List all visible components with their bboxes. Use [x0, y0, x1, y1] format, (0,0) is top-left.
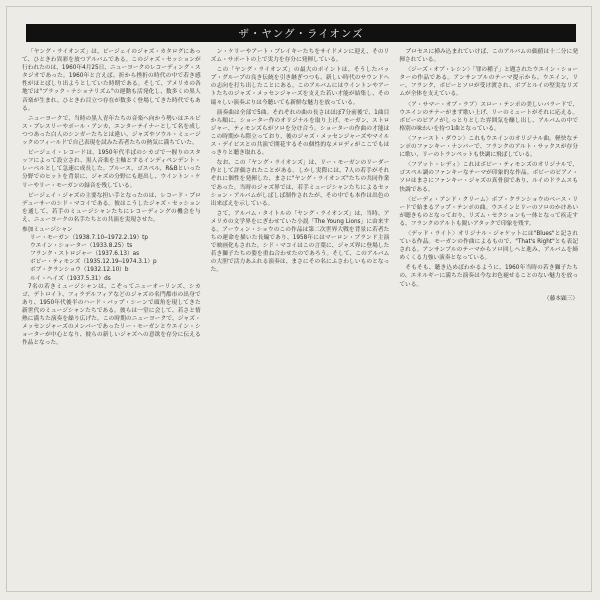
page-title [26, 24, 576, 42]
page-title-text: ザ・ヤング・ライオンズ [238, 27, 364, 40]
paragraph: なお、この「ヤング・ライオンズ」は、リー・モーガンのリーダー作として評価されたことがある。しかし実際には、7人の若手がそれぞれに個性を発揮した、まさに"ヤング・ライオンズ"たちの共同作業であった。当時のジャズ界では、若手ミュージシャンたちによるセッション・アルバムがしばしば制作されたが、その中でも本作は出色の出来ばえを示している。 [210, 160, 390, 207]
text-columns [22, 48, 578, 576]
roster-entry: フランク・ストロジャー（1937.6.13）as [30, 251, 140, 258]
roster-entry: リー・モーガン（1938.7.10─1972.2.19）tp [30, 235, 149, 242]
roster-entry: ボブ・クランショウ（1932.12.10）b [30, 267, 129, 274]
roster-entry: ルイ・ヘイズ（1937.5.31）ds [30, 275, 111, 282]
author-signature: （藤本顕三） [543, 295, 579, 302]
track-note: 〈ファースト・ダウン〉これもウエインのオリジナル曲。軽快なテンポのファンキー・ナンバーで、フランクのアルト・サックスが存分に歌い、リーのトランペットも快調に飛ばしている。 [399, 135, 579, 159]
paragraph: ニューヨークで、当時の黒人青年たちの音楽へ向かう勢いはエルビス・プレスリーやポール・アンカ、エンターテイナーとして名を成しつつあった白人のシンガーたちとは違い、ジャズやソウル・ミュージックのフィールドで自己表現を試みた若者たちの熱気に満ちていた。 [22, 115, 201, 147]
paragraph: 演奏曲は全部で5曲。それぞれの曲の長さはほぼ7分前後で、1曲目から順に、ショーター作のオリジナルを取り上げ、モーガン、ストロジャー、ティモンズらがソロを分け合う。ショーターの作曲の才能はこの時期から際立っており、後のジャズ・メッセンジャーズやマイルス・デイビスとの共演で開花するその個性的なメロディがここでもはっきりと聴き取れる。 [210, 109, 390, 157]
paragraph: ビージェイ・レコードは、1950年代半ばのシカゴで一握りのスタッフによって設立され、黒人音楽を主軸とするインディペンデント・レーベルとして急速に成長した。ブルース、ゴスペル、R&Bといった分野でのヒットを背景に、ジャズの分野にも進出し、ウイントン・ケリーやリー・モーガンの録音を残している。 [22, 150, 201, 189]
track-note: 〈フアット・レディ〉これはボビー・ティモンズのオリジナルで、ゴスペル調のファンキーなテーマが印象的な作品。ボビーのピアノ・ソロはまさにファンキー・ジャズの真骨頂であり、ルイのドラムスも快調である。 [399, 162, 579, 193]
column-3 [399, 48, 578, 576]
paragraph: ン・ケリーやアート・ブレイキーたちをサイドメンに迎え、そのリズム・サポートの上で実力を存分に発揮している。 [210, 49, 390, 64]
track-note: 〈ビーディ・アンド・クリーム〉ボブ・クランショウのベース・リードで始まるアップ・テンポの曲。ウエインとリーのソロのかけあいが聴きものとなっており、リズム・セクションも一体となって疾走する。フランクのアルトも鋭いアタックで印象を残す。 [399, 196, 579, 227]
track-note: 〈デッド・ライト〉オリジナル・ジャケットには"Blues"と記されている作品。モーガンの作曲によるもので、"That's Right"とも表記される。アンサンブルのテーマからソロ回しへと進み、アルバムを締めくくる力強い演奏となっている。 [399, 230, 579, 262]
paragraph: この「ヤング・ライオンズ」の最大のポイントは、そうしたバップ・グループの良き伝統を引き継ぎつつも、新しい時代のサウンドへの志向を打ち出したことにある。このアルバムにはウイントンやアートたちのジャズ・メッセンジャーズを支えた若い才能が結集し、その瑞々しい演奏ぶりは今聴いても新鮮な魅力を放っている。 [210, 67, 390, 106]
paragraph: さて、アルバム・タイトルの「ヤング・ライオンズ」は、当時、アメリカの文学界をにぎわせていた小説「The Young Lions」に由来する。アーウィン・ショウのこの作品は第二次世界大戦を背景に若者たちの運命を描いた長編であり、1958年にはマーロン・ブランド主演で映画化もされた。シド・マコイはこの言葉に、ジャズ界に登場した若き獅子たちの姿を重ね合わせたのであろう。そして、このアルバムの大胆で活力あふれる演奏は、まさにその名にふさわしいものとなった。 [210, 210, 390, 274]
column-1 [22, 48, 201, 576]
column-2 [211, 48, 390, 576]
roster-entry: ボビー・ティモンズ（1935.12.19─1974.3.1）p [30, 259, 157, 266]
roster-label: 参加ミュージシャン [22, 226, 73, 233]
paragraph: そもそも、聴き込めばわかるように、1960年当時の若き獅子たちの、エネルギーに満ちた演奏は今なお色褪せることのない魅力を放っている。 [399, 265, 579, 288]
paragraph: 7名の若きミュージシャンは、こぞってニューオーリンズ、シカゴ、デトロイト、フィラデルフィアなどのジャズの名門都市の出身であり、1950年代後半のハード・バップ・シーンで頭角を現してきた新世代のミュージシャンたちである。彼らは一堂に会して、若さと情熱に満ちた演奏を繰り広げた。この時期のニューヨークで、ジャズ・メッセンジャーズのメンバーであったリー・モーガンとウエイン・ショーターが中心となり、彼らの新しいジャズへの意欲を存分に伝える作品となった。 [22, 283, 201, 347]
roster-entry: ウエイン・ショーター（1933.8.25）ts [30, 243, 133, 250]
paragraph: 「ヤング・ライオンズ」は、ビージェイのジャズ・カタログにあって、ひときわ異彩を放つアルバムである。このジャズ・セッションが行われたのは、1960年4月25日、ニューヨークのレコーディング・スタジオであった。1960年と言えば、折から挫折の時代の中で若き感性がほとばしり出ようとしていた時期である。そして、アメリカの各地では"ブラック・ナショナリズム"の運動も活発化し、数多くの黒人音楽が生まれ、ひときわ目立つ存在が数多く登場してきた時代でもある。 [22, 49, 201, 112]
paragraph: ビージェイ・ジャズの主要な担い手となったのは、レコード・プロデューサーのシド・マコイである。彼はこうしたジャズ・セッションを通して、若手のミュージシャンたちにレコーディングの機会を与え、ニューヨークの名手たちとの共演を実現させた。 [22, 192, 201, 223]
paragraph: プロセスに挿み込まれていけば、このアルバムの価値は十二分に発揮されている。 [399, 49, 579, 64]
track-note: 〈ジーズ・オブ・レシン〉「罪の種子」と題されたウエイン・ショーターの作品である。アンサンブルのテーマ提示から、ウエイン、リー、フランク、ボビーとソロが受け渡され、ボブとルイの堅実なリズムが全体を支えている。 [399, 67, 579, 98]
track-note: 〈ア・サマー・オブ・ラブ〉スロー・テンポの美しいバラードで、ウエインのテナーがまず歌い上げ、リーのミュートがそれに応える。ボビーのピアノがしっとりとした雰囲気を醸し出し、アルバムの中で格別の味わいを持つ1曲となっている。 [399, 101, 579, 132]
